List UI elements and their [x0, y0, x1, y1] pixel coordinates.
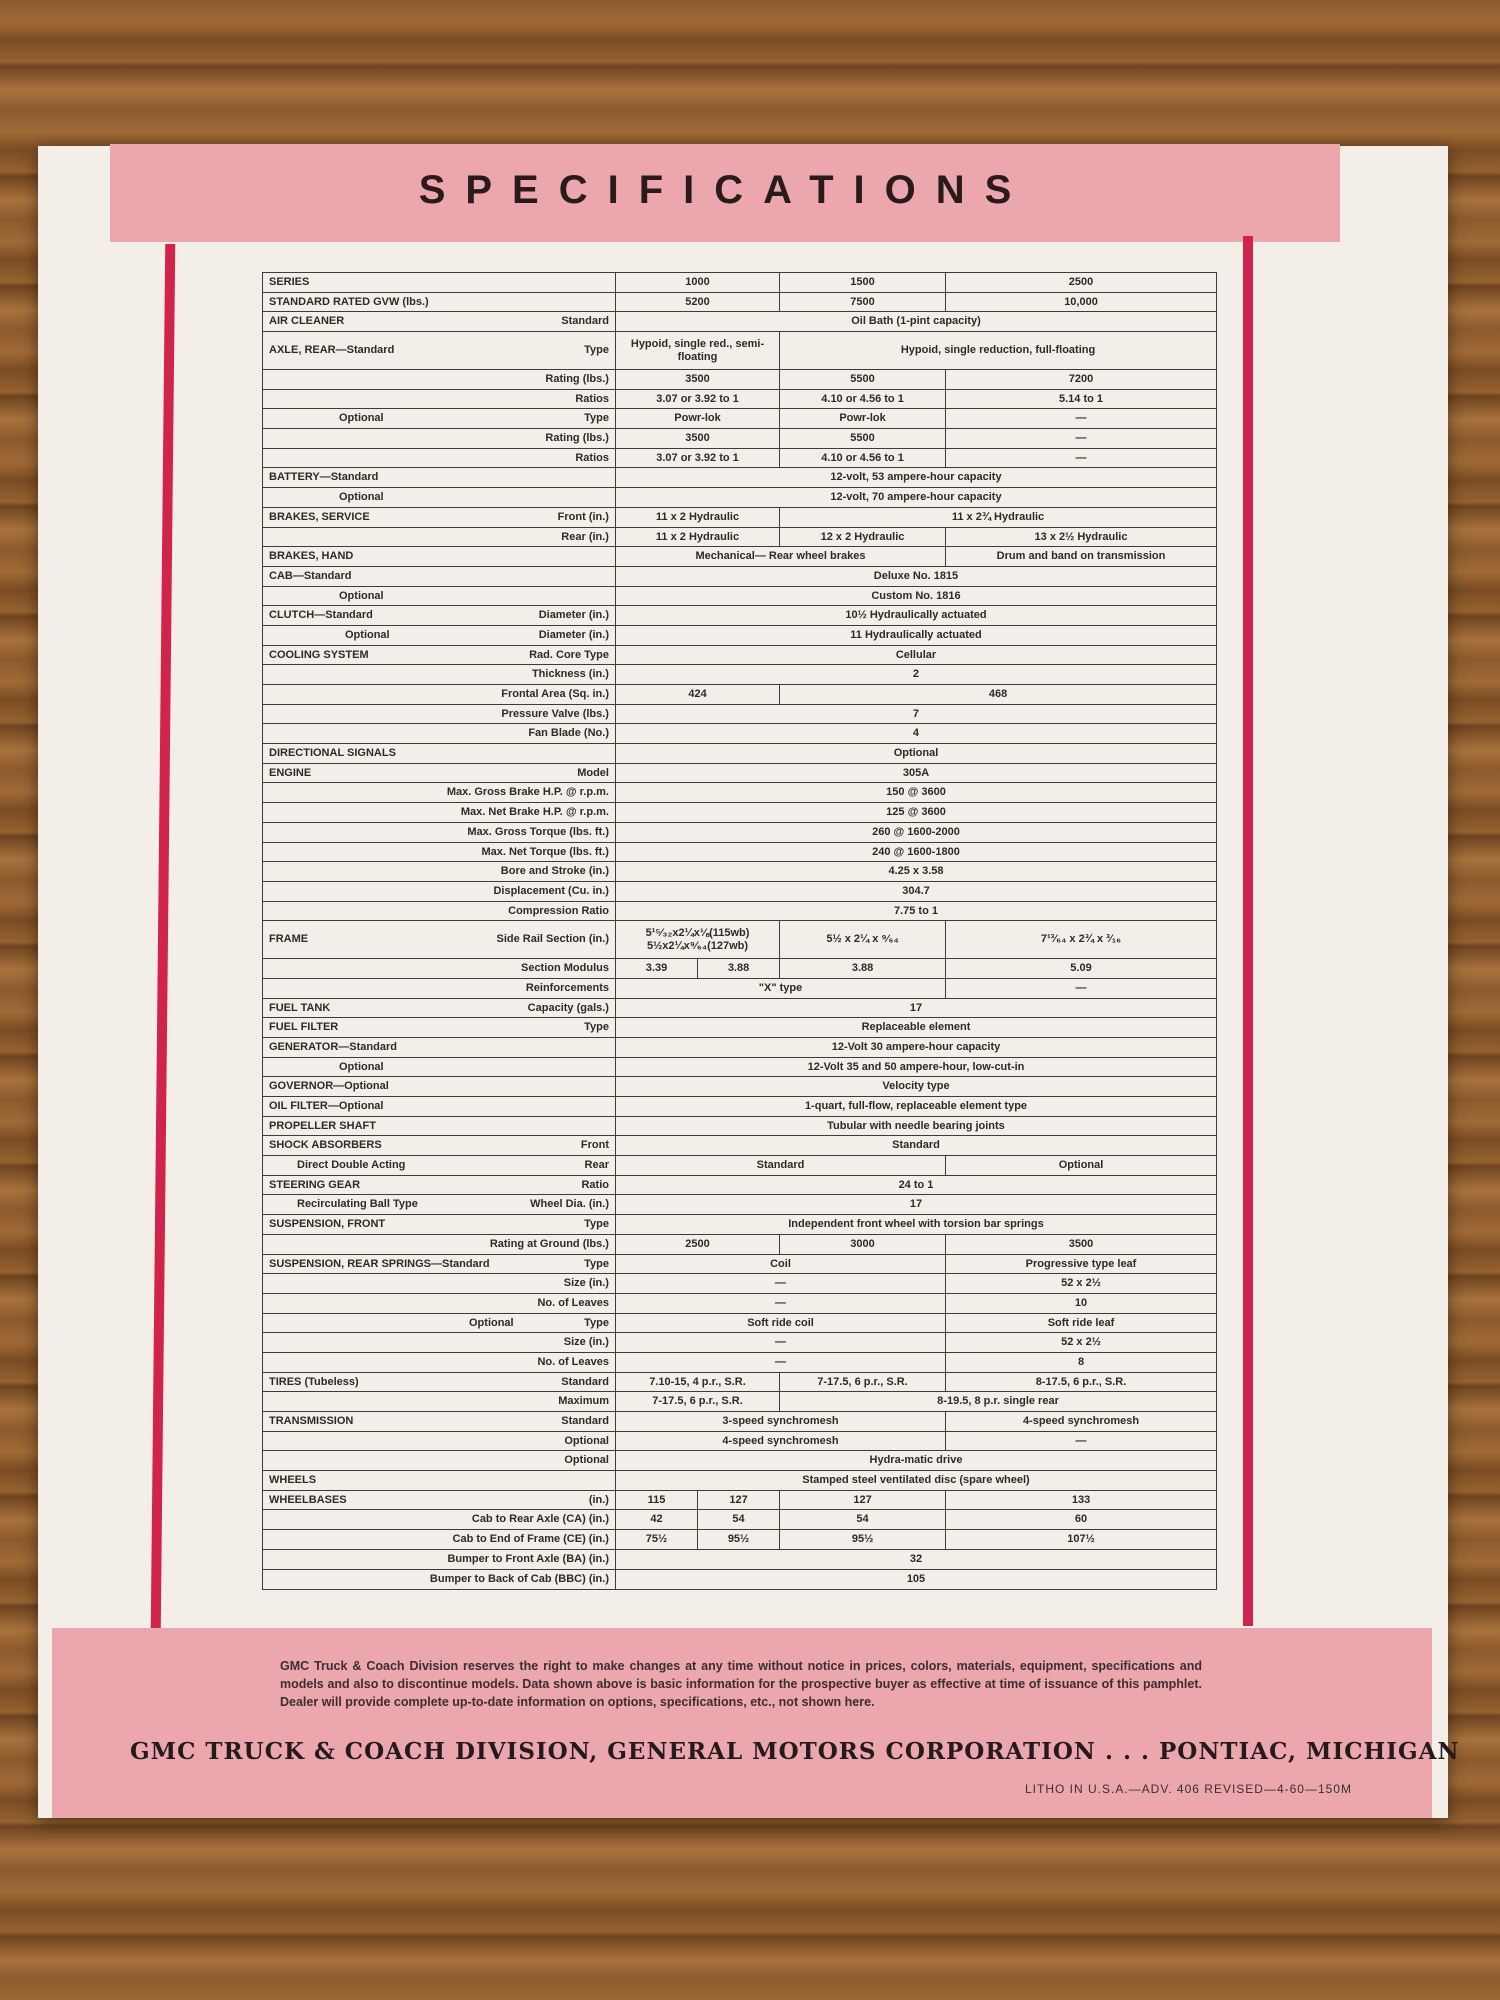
susp-rear-size-key: Size (in.): [263, 1274, 616, 1294]
row-wheels: [263, 1471, 1217, 1491]
page-title: SPECIFICATIONS: [418, 168, 1032, 212]
frame-mod-a: 3.39: [615, 959, 697, 979]
air-cleaner-sub: Standard: [561, 315, 609, 328]
brakes-rear-1000: 11 x 2 Hydraulic: [615, 527, 779, 547]
trans-opt2-key: Optional: [263, 1451, 616, 1471]
tires-title: TIRES (Tubeless): [269, 1375, 359, 1388]
ce-2: 95½: [698, 1530, 780, 1550]
row-cab-std: [263, 566, 1217, 586]
frame-label: [263, 921, 616, 959]
shock-rear-key: Rear: [584, 1159, 609, 1172]
susp-front-type-key: Type: [584, 1218, 609, 1231]
axle-opt-ratios-key: Ratios: [263, 448, 616, 468]
row-ca: [263, 1510, 1217, 1530]
brakes-rear-1500: 12 x 2 Hydraulic: [780, 527, 946, 547]
tires-std-1: 7.10-15, 4 p.r., S.R.: [615, 1372, 779, 1392]
susp-rear-title: SUSPENSION, REAR SPRINGS—Standard: [269, 1257, 490, 1270]
susp-rear-type-2: Progressive type leaf: [946, 1254, 1217, 1274]
tires-max-2: 8-19.5, 8 p.r. single rear: [780, 1392, 1217, 1412]
row-trans-opt1: [263, 1431, 1217, 1451]
cooling-v4: 7: [615, 704, 1216, 724]
spec-table: [262, 272, 1217, 1590]
row-engine-4: [263, 822, 1217, 842]
fuel-tank-label: [263, 998, 616, 1018]
susp-rear-size-2: 52 x 2½: [946, 1274, 1217, 1294]
frame-reinf-val: "X" type: [615, 978, 945, 998]
ce-3: 95½: [780, 1530, 946, 1550]
steering-wheel-value: 17: [615, 1195, 1216, 1215]
engine-title: ENGINE: [269, 766, 312, 779]
axle-title: AXLE, REAR—Standard: [269, 344, 395, 357]
trans-opt1-2: —: [946, 1431, 1217, 1451]
engine-k5: Max. Net Torque (lbs. ft.): [263, 842, 616, 862]
cooling-k2: Thickness (in.): [263, 665, 616, 685]
brakes-front-rest: 11 x 2¾ Hydraulic: [780, 507, 1217, 527]
bbc-key: Bumper to Back of Cab (BBC) (in.): [263, 1569, 616, 1589]
axle-opt-ratios-2500: —: [946, 448, 1217, 468]
axle-optional: Optional: [339, 412, 384, 425]
engine-k7: Displacement (Cu. in.): [263, 881, 616, 901]
series-1500: 1500: [780, 273, 946, 293]
trans-label: [263, 1412, 616, 1432]
prop-shaft-label: PROPELLER SHAFT: [263, 1116, 616, 1136]
row-fuel-filter: [263, 1018, 1217, 1038]
engine-k1: Model: [577, 766, 609, 779]
brakes-title: BRAKES, SERVICE: [269, 510, 370, 523]
cooling-v3b: 468: [780, 685, 1217, 705]
engine-v3: 125 @ 3600: [615, 803, 1216, 823]
susp-front-r1: 2500: [615, 1234, 779, 1254]
shock-front-key: Front: [580, 1139, 609, 1152]
governor-value: Velocity type: [615, 1077, 1216, 1097]
battery-opt: 12-volt, 70 ampere-hour capacity: [615, 488, 1216, 508]
axle-ratios-1000: 3.07 or 3.92 to 1: [615, 389, 779, 409]
fuel-tank-title: FUEL TANK: [269, 1001, 331, 1014]
frame-rail-2500: 7¹³⁄₆₄ x 2¾ x ³⁄₁₆: [946, 921, 1217, 959]
signals-value: Optional: [615, 744, 1216, 764]
row-oil-filter: [263, 1097, 1217, 1117]
gvw-1000: 5200: [615, 292, 779, 312]
shock-front-value: Standard: [615, 1136, 1216, 1156]
clutch-title: CLUTCH—Standard: [269, 609, 373, 622]
wb-4: 133: [946, 1490, 1217, 1510]
susp-front-label: [263, 1215, 616, 1235]
susp-front-type-value: Independent front wheel with torsion bar springs: [615, 1215, 1216, 1235]
susp-rear-opt-leaves-key: No. of Leaves: [263, 1352, 616, 1372]
trans-title: TRANSMISSION: [269, 1415, 354, 1428]
fuel-filter-value: Replaceable element: [615, 1018, 1216, 1038]
susp-rear-opt-type-1: Soft ride coil: [615, 1313, 945, 1333]
row-frame-reinf: [263, 978, 1217, 998]
axle-opt-ratios-1000: 3.07 or 3.92 to 1: [615, 448, 779, 468]
row-clutch-std: [263, 606, 1217, 626]
engine-label: [263, 763, 616, 783]
brakes-rear-2500: 13 x 2½ Hydraulic: [946, 527, 1217, 547]
generator-label: GENERATOR—Standard: [263, 1037, 616, 1057]
clutch-opt-title: Optional: [345, 628, 390, 641]
axle-rating-1000: 3500: [615, 370, 779, 390]
battery-opt-label: Optional: [263, 488, 616, 508]
axle-type-1000: Hypoid, single red., semi-floating: [615, 332, 779, 370]
row-governor: [263, 1077, 1217, 1097]
susp-rear-opt-type-2: Soft ride leaf: [946, 1313, 1217, 1333]
row-brakes-front: [263, 507, 1217, 527]
row-susp-rear-leaves: [263, 1293, 1217, 1313]
ca-1: 42: [615, 1510, 697, 1530]
row-susp-rear-opt-leaves: [263, 1352, 1217, 1372]
row-engine-6: [263, 862, 1217, 882]
tires-label: [263, 1372, 616, 1392]
row-steering-ratio: [263, 1175, 1217, 1195]
disclaimer-notice: GMC Truck & Coach Division reserves the right to make changes at any time without notice in prices, colors, materials, equipment, specifications and models and also to discontinue models. Data shown above is basic information for the prospective buyer as effective at time of issuance of this pamphlet. Dealer will provide complete up-to-date information on options, specifications, etc., not shown here.: [280, 1659, 1202, 1710]
axle-opt-rating-2500: —: [946, 429, 1217, 449]
susp-rear-type-key: Type: [584, 1257, 609, 1270]
axle-opt-rating-1000: 3500: [615, 429, 779, 449]
row-generator-std: [263, 1037, 1217, 1057]
generator-opt: 12-Volt 35 and 50 ampere-hour, low-cut-in: [615, 1057, 1216, 1077]
cooling-v2: 2: [615, 665, 1216, 685]
row-susp-rear-opt-type: [263, 1313, 1217, 1333]
battery-std: 12-volt, 53 ampere-hour capacity: [615, 468, 1216, 488]
series-2500: 2500: [946, 273, 1217, 293]
susp-rear-leaves-key: No. of Leaves: [263, 1293, 616, 1313]
shock-rear-label: [263, 1156, 616, 1176]
row-engine-1: [263, 763, 1217, 783]
axle-rating-key: Rating (lbs.): [263, 370, 616, 390]
row-axle-opt-rating: [263, 429, 1217, 449]
axle-rating-2500: 7200: [946, 370, 1217, 390]
footer-title: GMC TRUCK & COACH DIVISION, GENERAL MOTORS CORPORATION . . . PONTIAC, MICHIGAN: [130, 1738, 1460, 1765]
axle-ratios-1500: 4.10 or 4.56 to 1: [780, 389, 946, 409]
engine-v1: 305A: [615, 763, 1216, 783]
cooling-v3a: 424: [615, 685, 779, 705]
clutch-std: 10½ Hydraulically actuated: [615, 606, 1216, 626]
trans-opt2-val: Hydra-matic drive: [615, 1451, 1216, 1471]
ca-3: 54: [780, 1510, 946, 1530]
tires-std-3: 8-17.5, 6 p.r., S.R.: [946, 1372, 1217, 1392]
susp-rear-opt-leaves-1: —: [615, 1352, 945, 1372]
susp-rear-type-1: Coil: [615, 1254, 945, 1274]
susp-front-title: SUSPENSION, FRONT: [269, 1218, 386, 1231]
clutch-opt-label: [263, 625, 616, 645]
axle-opt-rating-1500: 5500: [780, 429, 946, 449]
frame-title: FRAME: [269, 933, 309, 946]
fuel-filter-key: Type: [584, 1021, 609, 1034]
row-susp-rear-size: [263, 1274, 1217, 1294]
engine-k2: Max. Gross Brake H.P. @ r.p.m.: [263, 783, 616, 803]
cooling-v5: 4: [615, 724, 1216, 744]
susp-rear-leaves-1: —: [615, 1293, 945, 1313]
axle-type-label: [263, 332, 616, 370]
axle-ratios-2500: 5.14 to 1: [946, 389, 1217, 409]
steering-label: [263, 1175, 616, 1195]
row-ce: [263, 1530, 1217, 1550]
shock-rear-1: Standard: [615, 1156, 945, 1176]
steering-ratio-value: 24 to 1: [615, 1175, 1216, 1195]
frame-mod-2500: 5.09: [946, 959, 1217, 979]
wb-3: 127: [780, 1490, 946, 1510]
row-wb: [263, 1490, 1217, 1510]
engine-k4: Max. Gross Torque (lbs. ft.): [263, 822, 616, 842]
cooling-v1: Cellular: [615, 645, 1216, 665]
row-trans-std: [263, 1412, 1217, 1432]
row-susp-front-type: [263, 1215, 1217, 1235]
row-series: [263, 273, 1217, 293]
susp-rear-opt-size-1: —: [615, 1333, 945, 1353]
cab-opt: Custom No. 1816: [615, 586, 1216, 606]
fuel-tank-key: Capacity (gals.): [527, 1001, 609, 1014]
row-engine-3: [263, 803, 1217, 823]
wheels-value: Stamped steel ventilated disc (spare wheel): [615, 1471, 1216, 1491]
steering-title: STEERING GEAR: [269, 1178, 361, 1191]
row-brakes-hand: [263, 547, 1217, 567]
row-shock-front: [263, 1136, 1217, 1156]
signals-label: DIRECTIONAL SIGNALS: [263, 744, 616, 764]
row-engine-8: [263, 901, 1217, 921]
engine-v4: 260 @ 1600-2000: [615, 822, 1216, 842]
cab-std: Deluxe No. 1815: [615, 566, 1216, 586]
trans-std-1: 3-speed synchromesh: [615, 1412, 945, 1432]
air-cleaner-title: AIR CLEANER: [269, 315, 345, 328]
wb-2: 127: [698, 1490, 780, 1510]
spec-table-wrap: [262, 272, 1217, 1590]
row-brakes-rear: [263, 527, 1217, 547]
ce-key: Cab to End of Frame (CE) (in.): [263, 1530, 616, 1550]
trans-opt1-1: 4-speed synchromesh: [615, 1431, 945, 1451]
row-steering-wheel: [263, 1195, 1217, 1215]
engine-k6: Bore and Stroke (in.): [263, 862, 616, 882]
row-tires-std: [263, 1372, 1217, 1392]
cooling-label: [263, 645, 616, 665]
series-label: SERIES: [263, 273, 616, 293]
susp-front-rating-key: Rating at Ground (lbs.): [263, 1234, 616, 1254]
brakes-hand-b: Drum and band on transmission: [946, 547, 1217, 567]
cab-label: CAB—Standard: [263, 566, 616, 586]
row-susp-rear-type: [263, 1254, 1217, 1274]
frame-reinf-2500: —: [946, 978, 1217, 998]
susp-rear-opt-title: Optional: [469, 1316, 514, 1329]
frame-rail-key: Side Rail Section (in.): [496, 933, 609, 946]
row-gvw: [263, 292, 1217, 312]
clutch-dia-key: Diameter (in.): [538, 609, 609, 622]
frame-mod-1500: 3.88: [780, 959, 946, 979]
axle-opt-type-1000: Powr-lok: [615, 409, 779, 429]
wb-1: 115: [615, 1490, 697, 1510]
ce-1: 75½: [615, 1530, 697, 1550]
axle-rating-1500: 5500: [780, 370, 946, 390]
row-susp-front-rating: [263, 1234, 1217, 1254]
air-cleaner-label: [263, 312, 616, 332]
shock-sub: Direct Double Acting: [297, 1159, 406, 1172]
frame-mod-key: Section Modulus: [263, 959, 616, 979]
row-frame-mod: [263, 959, 1217, 979]
engine-v2: 150 @ 3600: [615, 783, 1216, 803]
axle-opt-type-key: Type: [584, 412, 609, 425]
frame-rail-1500: 5½ x 2¼ x ⁹⁄₆₄: [780, 921, 946, 959]
frame-rail-1000: 5¹⁵⁄₃₂x2¼x⅛(115wb) 5½x2¼x⁹⁄₆₄(127wb): [615, 921, 779, 959]
susp-rear-leaves-2: 10: [946, 1293, 1217, 1313]
row-cooling-3: [263, 685, 1217, 705]
brakes-front-label: [263, 507, 616, 527]
wb-title: WHEELBASES: [269, 1493, 347, 1506]
steering-ratio-key: Ratio: [581, 1178, 609, 1191]
cooling-k1: Rad. Core Type: [529, 648, 609, 661]
generator-std: 12-Volt 30 ampere-hour capacity: [615, 1037, 1216, 1057]
brakes-front-1000: 11 x 2 Hydraulic: [615, 507, 779, 527]
row-axle-rating: [263, 370, 1217, 390]
cooling-k5: Fan Blade (No.): [263, 724, 616, 744]
gvw-label: STANDARD RATED GVW (lbs.): [263, 292, 616, 312]
susp-rear-opt-leaves-2: 8: [946, 1352, 1217, 1372]
air-cleaner-value: Oil Bath (1-pint capacity): [615, 312, 1216, 332]
ca-key: Cab to Rear Axle (CA) (in.): [263, 1510, 616, 1530]
trans-std-key: Standard: [561, 1415, 609, 1428]
engine-k8: Compression Ratio: [263, 901, 616, 921]
row-shock-rear: [263, 1156, 1217, 1176]
susp-rear-opt-size-key: Size (in.): [263, 1333, 616, 1353]
clutch-opt: 11 Hydraulically actuated: [615, 625, 1216, 645]
trans-std-2: 4-speed synchromesh: [946, 1412, 1217, 1432]
engine-v7: 304.7: [615, 881, 1216, 901]
engine-v8: 7.75 to 1: [615, 901, 1216, 921]
row-axle-opt-ratios: [263, 448, 1217, 468]
axle-opt-rating-key: Rating (lbs.): [263, 429, 616, 449]
steering-wheel-label: [263, 1195, 616, 1215]
series-1000: 1000: [615, 273, 779, 293]
row-axle-ratios: [263, 389, 1217, 409]
row-tires-max: [263, 1392, 1217, 1412]
ca-4: 60: [946, 1510, 1217, 1530]
axle-ratios-key: Ratios: [263, 389, 616, 409]
axle-type-rest: Hypoid, single reduction, full-floating: [780, 332, 1217, 370]
fuel-tank-value: 17: [615, 998, 1216, 1018]
trans-opt1-key: Optional: [263, 1431, 616, 1451]
row-cooling-5: [263, 724, 1217, 744]
brakes-front-key: Front (in.): [557, 510, 609, 523]
cooling-k3: Frontal Area (Sq. in.): [263, 685, 616, 705]
row-ba: [263, 1549, 1217, 1569]
row-prop-shaft: [263, 1116, 1217, 1136]
bbc-value: 105: [615, 1569, 1216, 1589]
generator-opt-label: Optional: [263, 1057, 616, 1077]
tires-std-2: 7-17.5, 6 p.r., S.R.: [780, 1372, 946, 1392]
clutch-label: [263, 606, 616, 626]
row-cooling-4: [263, 704, 1217, 724]
susp-rear-size-1: —: [615, 1274, 945, 1294]
cooling-k4: Pressure Valve (lbs.): [263, 704, 616, 724]
brakes-hand-label: BRAKES, HAND: [263, 547, 616, 567]
prop-shaft-value: Tubular with needle bearing joints: [615, 1116, 1216, 1136]
row-engine-2: [263, 783, 1217, 803]
fuel-filter-title: FUEL FILTER: [269, 1021, 339, 1034]
shock-label: [263, 1136, 616, 1156]
row-battery-opt: [263, 488, 1217, 508]
susp-rear-opt-size-2: 52 x 2½: [946, 1333, 1217, 1353]
brakes-hand-a: Mechanical— Rear wheel brakes: [615, 547, 945, 567]
wheels-label: WHEELS: [263, 1471, 616, 1491]
cooling-title: COOLING SYSTEM: [269, 648, 369, 661]
engine-v5: 240 @ 1600-1800: [615, 842, 1216, 862]
brakes-rear-key: Rear (in.): [263, 527, 616, 547]
steering-wheel-key: Wheel Dia. (in.): [530, 1198, 609, 1211]
axle-opt-type-2500: —: [946, 409, 1217, 429]
row-engine-7: [263, 881, 1217, 901]
ce-4: 107½: [946, 1530, 1217, 1550]
row-frame-rail: [263, 921, 1217, 959]
engine-k3: Max. Net Brake H.P. @ r.p.m.: [263, 803, 616, 823]
row-signals: [263, 744, 1217, 764]
fuel-filter-label: [263, 1018, 616, 1038]
axle-type-key: Type: [584, 344, 609, 357]
ba-key: Bumper to Front Axle (BA) (in.): [263, 1549, 616, 1569]
susp-rear-opt-type-key: Type: [584, 1316, 609, 1329]
susp-rear-opt-label: [263, 1313, 616, 1333]
ca-2: 54: [698, 1510, 780, 1530]
tires-max-key: Maximum: [263, 1392, 616, 1412]
row-engine-5: [263, 842, 1217, 862]
row-generator-opt: [263, 1057, 1217, 1077]
wb-label: [263, 1490, 616, 1510]
frame-mod-b: 3.88: [698, 959, 780, 979]
row-susp-rear-opt-size: [263, 1333, 1217, 1353]
frame-reinf-key: Reinforcements: [263, 978, 616, 998]
susp-rear-label: [263, 1254, 616, 1274]
tires-std-key: Standard: [561, 1375, 609, 1388]
row-axle-opt-type: [263, 409, 1217, 429]
row-bbc: [263, 1569, 1217, 1589]
axle-opt-type-1500: Powr-lok: [780, 409, 946, 429]
gvw-2500: 10,000: [946, 292, 1217, 312]
tires-max-1: 7-17.5, 6 p.r., S.R.: [615, 1392, 779, 1412]
gvw-1500: 7500: [780, 292, 946, 312]
oil-filter-label: OIL FILTER—Optional: [263, 1097, 616, 1117]
row-trans-opt2: [263, 1451, 1217, 1471]
susp-front-r3: 3500: [946, 1234, 1217, 1254]
right-red-rule: [1243, 236, 1253, 1626]
ba-value: 32: [615, 1549, 1216, 1569]
wb-in-key: (in.): [588, 1493, 609, 1506]
axle-opt-type-label: [263, 409, 616, 429]
footer-litho: LITHO IN U.S.A.—ADV. 406 REVISED—4-60—150M: [1025, 1782, 1352, 1796]
row-clutch-opt: [263, 625, 1217, 645]
shock-title: SHOCK ABSORBERS: [269, 1139, 382, 1152]
susp-front-r2: 3000: [780, 1234, 946, 1254]
row-cooling-1: [263, 645, 1217, 665]
row-cab-opt: [263, 586, 1217, 606]
governor-label: GOVERNOR—Optional: [263, 1077, 616, 1097]
row-battery-std: [263, 468, 1217, 488]
axle-opt-ratios-1500: 4.10 or 4.56 to 1: [780, 448, 946, 468]
oil-filter-value: 1-quart, full-flow, replaceable element type: [615, 1097, 1216, 1117]
shock-rear-2: Optional: [946, 1156, 1217, 1176]
cab-opt-label: Optional: [263, 586, 616, 606]
row-fuel-tank: [263, 998, 1217, 1018]
steering-sub: Recirculating Ball Type: [297, 1198, 418, 1211]
row-axle-type: [263, 332, 1217, 370]
clutch-opt-dia-key: Diameter (in.): [538, 628, 609, 641]
engine-v6: 4.25 x 3.58: [615, 862, 1216, 882]
row-cooling-2: [263, 665, 1217, 685]
battery-label: BATTERY—Standard: [263, 468, 616, 488]
row-air-cleaner: [263, 312, 1217, 332]
